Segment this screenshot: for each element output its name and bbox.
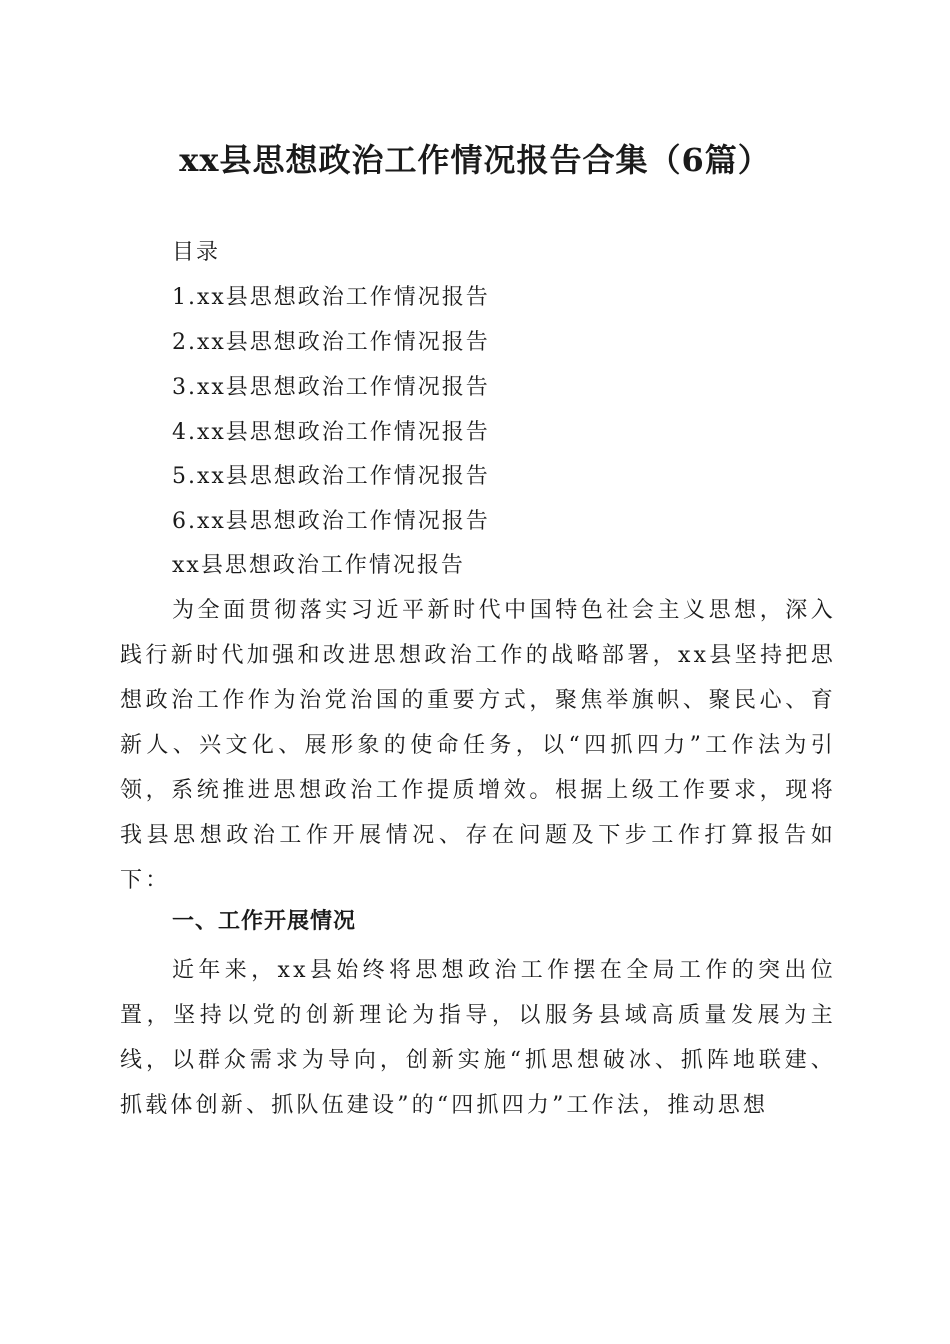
toc-item-1: 1.xx县思想政治工作情况报告 <box>172 285 490 310</box>
toc-item-6: 6.xx县思想政治工作情况报告 <box>172 509 490 534</box>
toc-heading: 目录 <box>172 240 221 265</box>
report-title: xx县思想政治工作情况报告 <box>172 553 465 578</box>
section-1-heading: 一、工作开展情况 <box>172 909 357 934</box>
toc-item-2: 2.xx县思想政治工作情况报告 <box>172 330 490 355</box>
toc-item-5: 5.xx县思想政治工作情况报告 <box>172 464 490 489</box>
toc-item-4: 4.xx县思想政治工作情况报告 <box>172 420 490 445</box>
document-title: xx县思想政治工作情况报告合集（6篇） <box>179 141 771 179</box>
toc-item-3: 3.xx县思想政治工作情况报告 <box>172 375 490 400</box>
section-1-paragraph: 近年来，xx县始终将思想政治工作摆在全局工作的突出位置，坚持以党的创新理论为指导，以服务县域高质量发展为主线，以群众需求为导向，创新实施“抓思想破冰、抓阵地联建、抓载体创新、抓队伍建设”的“四抓四力”工作法，推动思想 <box>120 958 836 1118</box>
intro-paragraph: 为全面贯彻落实习近平新时代中国特色社会主义思想，深入践行新时代加强和改进思想政治工作的战略部署，xx县坚持把思想政治工作作为治党治国的重要方式，聚焦举旗帜、聚民心、育新人、兴文化、展形象的使命任务，以“四抓四力”工作法为引领，系统推进思想政治工作提质增效。根据上级工作要求，现将我县思想政治工作开展情况、存在问题及下步工作打算报告如下： <box>120 598 836 893</box>
